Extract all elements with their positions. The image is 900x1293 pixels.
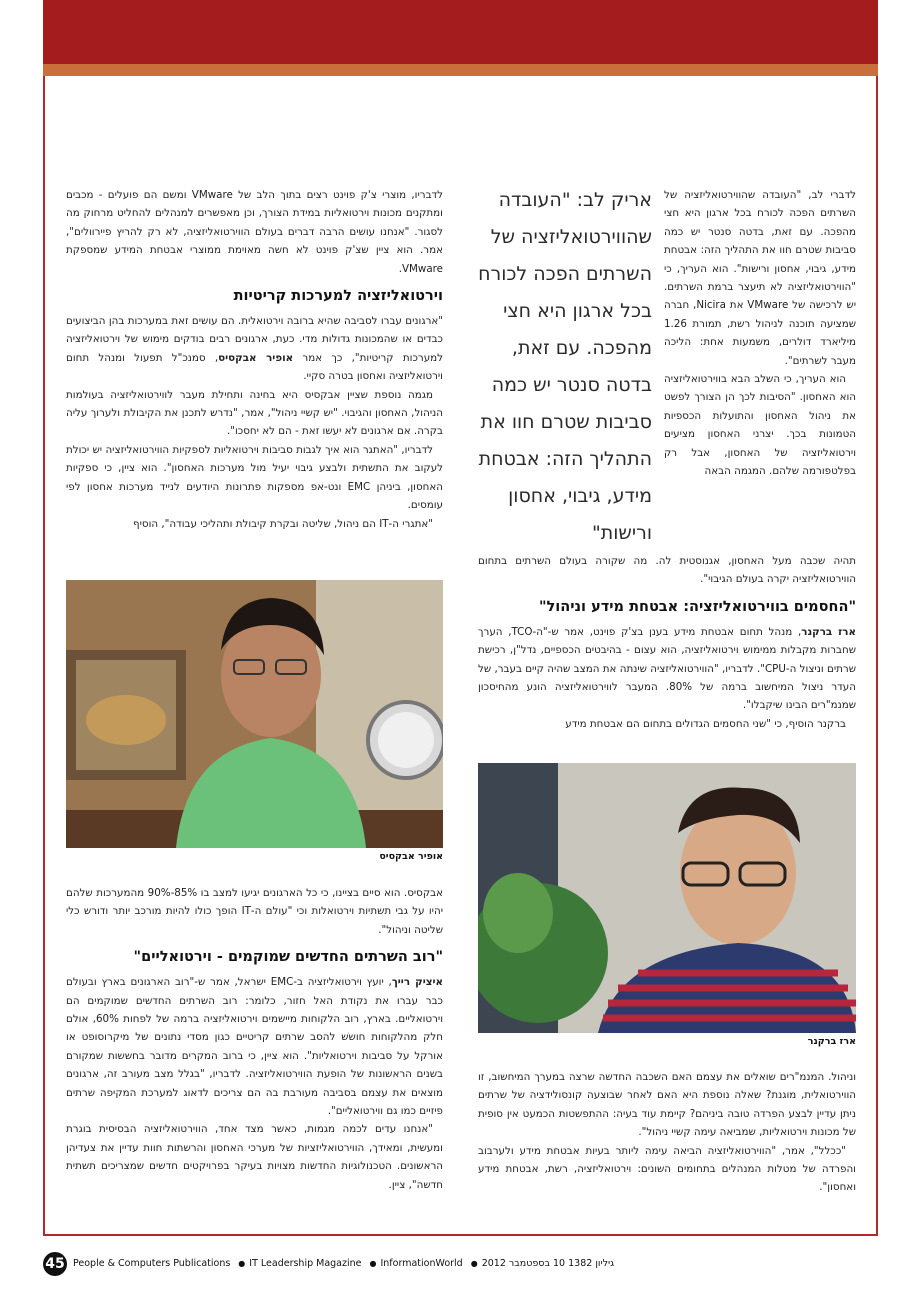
paragraph-text: , יועץ וירטואליזציה ב-EMC ישראל, אמר ש-"רוב הארגונים בארץ ובעולם כבר עברו את נקודת האל חזור, כלומר: רוב השרתים החדשים שמוקמים הם וירטואליים. בארץ, רוב הלקוחות מיישמים וירטואליזציה ברמה של לפחות 60%, אולם חלק מהלקוחות חוששׁ להסב שרתים קריטיים כגון מסדי נתונים של מיקרוסופט או אורקל על סביבות וירטואליות". הוא ציין, כי ברוב המקרים מדובר בחששות שמקורם בשנים הראשונות של הופעת הווירטואליזציה. לדבריו, "בגלל מצב מעורב זה, ארגונים מוצאים את עצמם בסביבה מעורבת בה הם צריכים לדאוג למערכת המקיפה שרתים פיזיים כמו גם ווירטואליים".	[66, 976, 443, 1118]
paragraph-text: "ארגונים עברו לסביבה שהיא ברובה וירטואלית. הם עושים זאת במערכות בהן הביצועים כבדים או שהמכונות גדולות מדי. כעת, ארגונים רבים בודקים מימוש של וירטואליזציה למערכות קריטיות", כך אמר	[66, 315, 443, 364]
paragraph: "אתגרי ה-IT הם ניהול, שליטה ובקרת קיבולת ותהליכי עבודה", הוסיף	[133, 517, 433, 530]
magazine-name: IT Leadership Magazine	[249, 1258, 362, 1269]
frame-right-border	[876, 76, 878, 1236]
pull-quote: אריק לב: "העובדה שהווירטואליזציה של השרתים הפכה לכורח בכל ארגון היא חצי מהפכה. עם זאת, בדטה סנטר יש כמה סביבות שטרם חוו את התהליך הזה: אבטחת מידע, גיבוי, אחסון ורישות"	[478, 189, 652, 544]
photo-caption: ארז ברקנר	[807, 1036, 856, 1047]
paragraph	[66, 312, 443, 386]
frame-bottom-border	[43, 1234, 878, 1236]
frame-left-border	[43, 76, 45, 1236]
page-footer	[43, 1252, 878, 1276]
right-column-top	[664, 186, 856, 481]
paragraph	[478, 623, 856, 715]
paragraph: וניהול. המנמ"רים שואלים את עצמם האם השכבה החדשה שרצה במערך המיחשוב, זו הווירטואלית, מוגנת? שאלה נוספת היא האם לאחר שבוצעה קונסולידציה של שרתים ניתן עדיין לבצע הפרדה טובה ביניהם? קיימת עוד בעיה: ההתפשטות הכמעט אין סופית של מכונות וירטואליות, שמביאה עימה קשיי ניהול".	[478, 1071, 856, 1139]
person-name: איציק רייך	[391, 976, 443, 989]
paragraph: לדבריו, "האתגר הוא איך לגבות סביבות וירטואליות לספקיות הווירטואליזציה יש יכולת לעקוב את התשתית ולבצע גיבוי יעיל מול מערכות האחסון". הוא ציין, כי ספקיות האחסון, ביניהן EMC ונט-אפ מספקות פתרונות היודעים לנייד מערכות אחסון לפי עומסים.	[66, 443, 443, 512]
paragraph: לדבריו, מוצרי צ'ק פוינט רצים בתוך הלב של VMware ומשם הם פועלים - מכבים ומתקנים מכונות וירטואליות במידת הצורך, וכן מאפשרים למנהלים להחליט מרחוק מה לסגור. "אנחנו עושים הרבה דברים בעולם הווירטואליזציה, לא רק להריץ פיירוולים", אמר. הוא ציין שצ'ק פוינט לא חשה מאוימת ממוצרי אבטחת המידע שמספקת VMware.	[66, 189, 444, 275]
right-column-middle	[478, 552, 856, 733]
paragraph	[66, 973, 443, 1120]
portrait-illustration	[66, 580, 443, 848]
section-heading-critical-systems: וירטואליזציה למערכות קריטיות	[233, 288, 443, 305]
photo-erez-berkner	[478, 763, 856, 1033]
person-name: ארז ברקנר	[801, 625, 857, 638]
photo-caption: אופיר אבקסיס	[379, 851, 443, 862]
portrait-illustration	[478, 763, 856, 1033]
left-column-bottom	[66, 884, 443, 1194]
bullet-icon: ●	[238, 1259, 246, 1268]
section-heading-barriers: "החסמים בווירטואליזציה: אבטחת מידע וניהול"	[538, 598, 856, 615]
header-stripe	[43, 64, 878, 76]
section-heading-new-servers: "רוב השרתים החדשים שמוקמים - וירטואליים"	[133, 949, 443, 966]
publisher-name: People & Computers Publications	[73, 1258, 231, 1269]
paragraph: תהיה שכבה מעל האחסון, אגנוסטית לה. מה שקורה בעולם השרתים בתחום הווירטואליזציה יקרה בעולם הגיבוי".	[478, 555, 856, 586]
bullet-icon: ●	[369, 1259, 377, 1268]
paragraph: הוא העריך, כי השלב הבא בווירטואליזציה הוא האחסון. "הסיבות לכך הן הצורך לפשט את ניהול האחסון והתועלות הכספיות הטמונות בכך. יצרני האחסון מציעים וירטואליזציה של האחסון, אבל רק בפלטפורמה שלהם. המגמה הבאה	[664, 373, 856, 478]
paragraph: לדברי לב, "העובדה שהווירטואליזציה של השרתים הפכה לכורח בכל ארגון היא חצי מהפכה. עם זאת, בדטה סנטר יש כמה סביבות שטרם חוו את התהליך הזה: אבטחת מידע, גיבוי, אחסון ורישות". הוא העריך, כי "הווירטואליזציה לא תיעצר ברמת השרתים. יש לרכישה של VMware את Nicira, חברה שמציעה תוכנה לניהול רשת, תמורת 1.26 מיליארד דולרים, משמעות אחת: הליכה מעבר לשרתים".	[664, 189, 856, 367]
paragraph: מגמה נוספת שציין אבקסיס היא בחינה ותחילת מעבר לווירטואליזציה בעולמות הניהול, האחסון והגיבוי. "יש קשיי ניהול", אמר, "נדרש לתכנן את הקיבולת ולערוך עליה בקרה. אם ארגונים לא יעשו זאת - הם לא יחסכו".	[66, 388, 443, 438]
site-name: InformationWorld	[380, 1258, 463, 1269]
left-column-top	[66, 186, 443, 533]
bullet-icon: ●	[470, 1259, 478, 1268]
page-number: 45	[43, 1252, 67, 1276]
photo-ofir-abaxis	[66, 580, 443, 848]
paragraph: "אנחנו עדים לכמה מגמות, כאשר מצד אחד, הווירטואליזציה הבסיסית בוגרת ומעשית, ומאידך, הווירטואליזציות של מערכי האחסון והרשתות חוות עדיין את צעדיהן הראשונים. הטכנולוגיות החדשות מצויות בעיקר בפרויקטים חדשים שמצריכים תשתית חדשה", ציין.	[66, 1123, 443, 1191]
paragraph: "ככלל", אמר, "הווירטואליזציה הביאה עימה ליותר בעיות אבטחת מידע ולערבוב והפרדה של מטלות המנהלים בתחומים השונים: וירטואליזציה, רשת, אבטחת מידע ואחסון".	[478, 1144, 856, 1194]
paragraph: אבקסיס. הוא סיים בציינו, כי כל הארגונים יגיעו למצב בו 85%-90% מהמערכות שלהם יהיו על גבי תשתיות וירטואלות וכי "עולם ה-IT הופך כולו להיות מורכב יותר ודורש כלי שליטה וניהול".	[66, 887, 444, 936]
header-band	[43, 0, 878, 64]
paragraph-text: , מנהל תחום אבטחת מידע בענן בצ'ק פוינט, אמר ש-"ה-TCO, הערך שחברות מקבלות ממימוש וירטואליזציה, הוא עצום - בהיבטים הכספיים, נדל"ן, רכישת שרתים וניצול ה-CPU". לדבריו, "הווירטואליזציה שינתה את המצב שהיה קיים בעבר, של העדר ניצול המיחשוב ברמה של 80%. המעבר לווירטואליזציה הונע מהחיסכון שמנמ"רים הבינו שיקבלו".	[478, 625, 856, 712]
footer-credits	[73, 1258, 618, 1269]
paragraph-text: , סמנכ"ל תפעול ומנהל תחום וירטואליזציה ואחסון בטרה סקיי.	[66, 351, 443, 383]
right-column-bottom	[478, 1068, 856, 1197]
paragraph: ברקנר הוסיף, כי "שני החסמים הגדולים בתחום הם אבטחת מידע	[565, 717, 846, 730]
issue-info: גיליון 1382 10 בספטמבר 2012	[481, 1258, 615, 1269]
person-name: אופיר אבקסיס	[218, 351, 294, 364]
